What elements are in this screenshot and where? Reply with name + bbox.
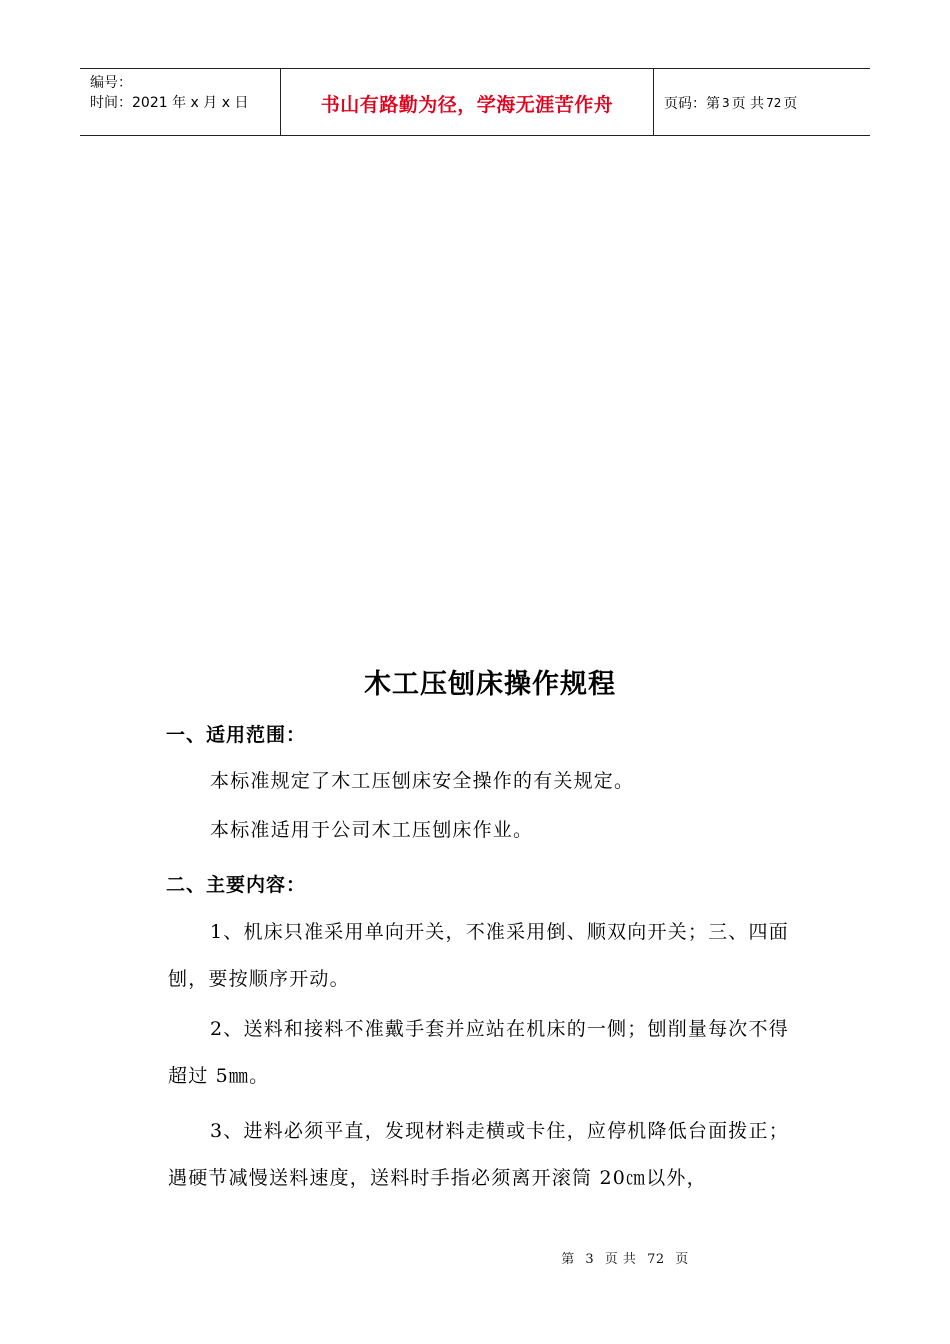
paragraph-content-2: 2、送料和接料不准戴手套并应站在机床的一侧；刨削量每次不得超过 5㎜。 xyxy=(168,1018,789,1087)
footer-current-page: 3 xyxy=(585,1252,595,1267)
header-page-mid: 页 共 xyxy=(731,96,765,112)
page-footer xyxy=(0,1248,950,1267)
header-page-suffix: 页 xyxy=(783,96,798,112)
document-time-label: 时间：2021 年 x 月 x 日 xyxy=(90,95,249,111)
header-page-total: 72 xyxy=(766,96,782,110)
section-heading-scope: 一、适用范围： xyxy=(166,724,307,746)
footer-suffix: 页 xyxy=(675,1252,689,1267)
footer-mid: 页 共 xyxy=(604,1252,637,1267)
section-heading-content: 二、主要内容： xyxy=(166,874,307,896)
paragraph-scope-1: 本标准规定了木工压刨床安全操作的有关规定。 xyxy=(210,770,635,792)
header-meta-cell xyxy=(80,69,281,135)
paragraph-scope-2: 本标准适用于公司木工压刨床作业。 xyxy=(210,819,534,841)
header-page-prefix: 页码：第 xyxy=(664,96,720,112)
header-page-current: 3 xyxy=(722,96,730,110)
document-title: 木工压刨床操作规程 xyxy=(364,669,616,700)
header-motto: 书山有路勤为径，学海无涯苦作舟 xyxy=(320,93,614,116)
header-motto-cell xyxy=(281,69,654,135)
document-number-label: 编号： xyxy=(90,75,132,91)
footer-prefix: 第 xyxy=(561,1252,575,1267)
header-page-cell xyxy=(654,69,870,135)
footer-total-pages: 72 xyxy=(647,1252,665,1267)
paragraph-content-3: 3、进料必须平直，发现材料走横或卡住，应停机降低台面拨正；遇硬节减慢送料速度，送料时手指必须离开滚筒 20㎝以外， xyxy=(168,1120,789,1189)
page-header xyxy=(80,68,870,136)
paragraph-content-1: 1、机床只准采用单向开关，不准采用倒、顺双向开关；三、四面刨，要按顺序开动。 xyxy=(168,921,789,990)
